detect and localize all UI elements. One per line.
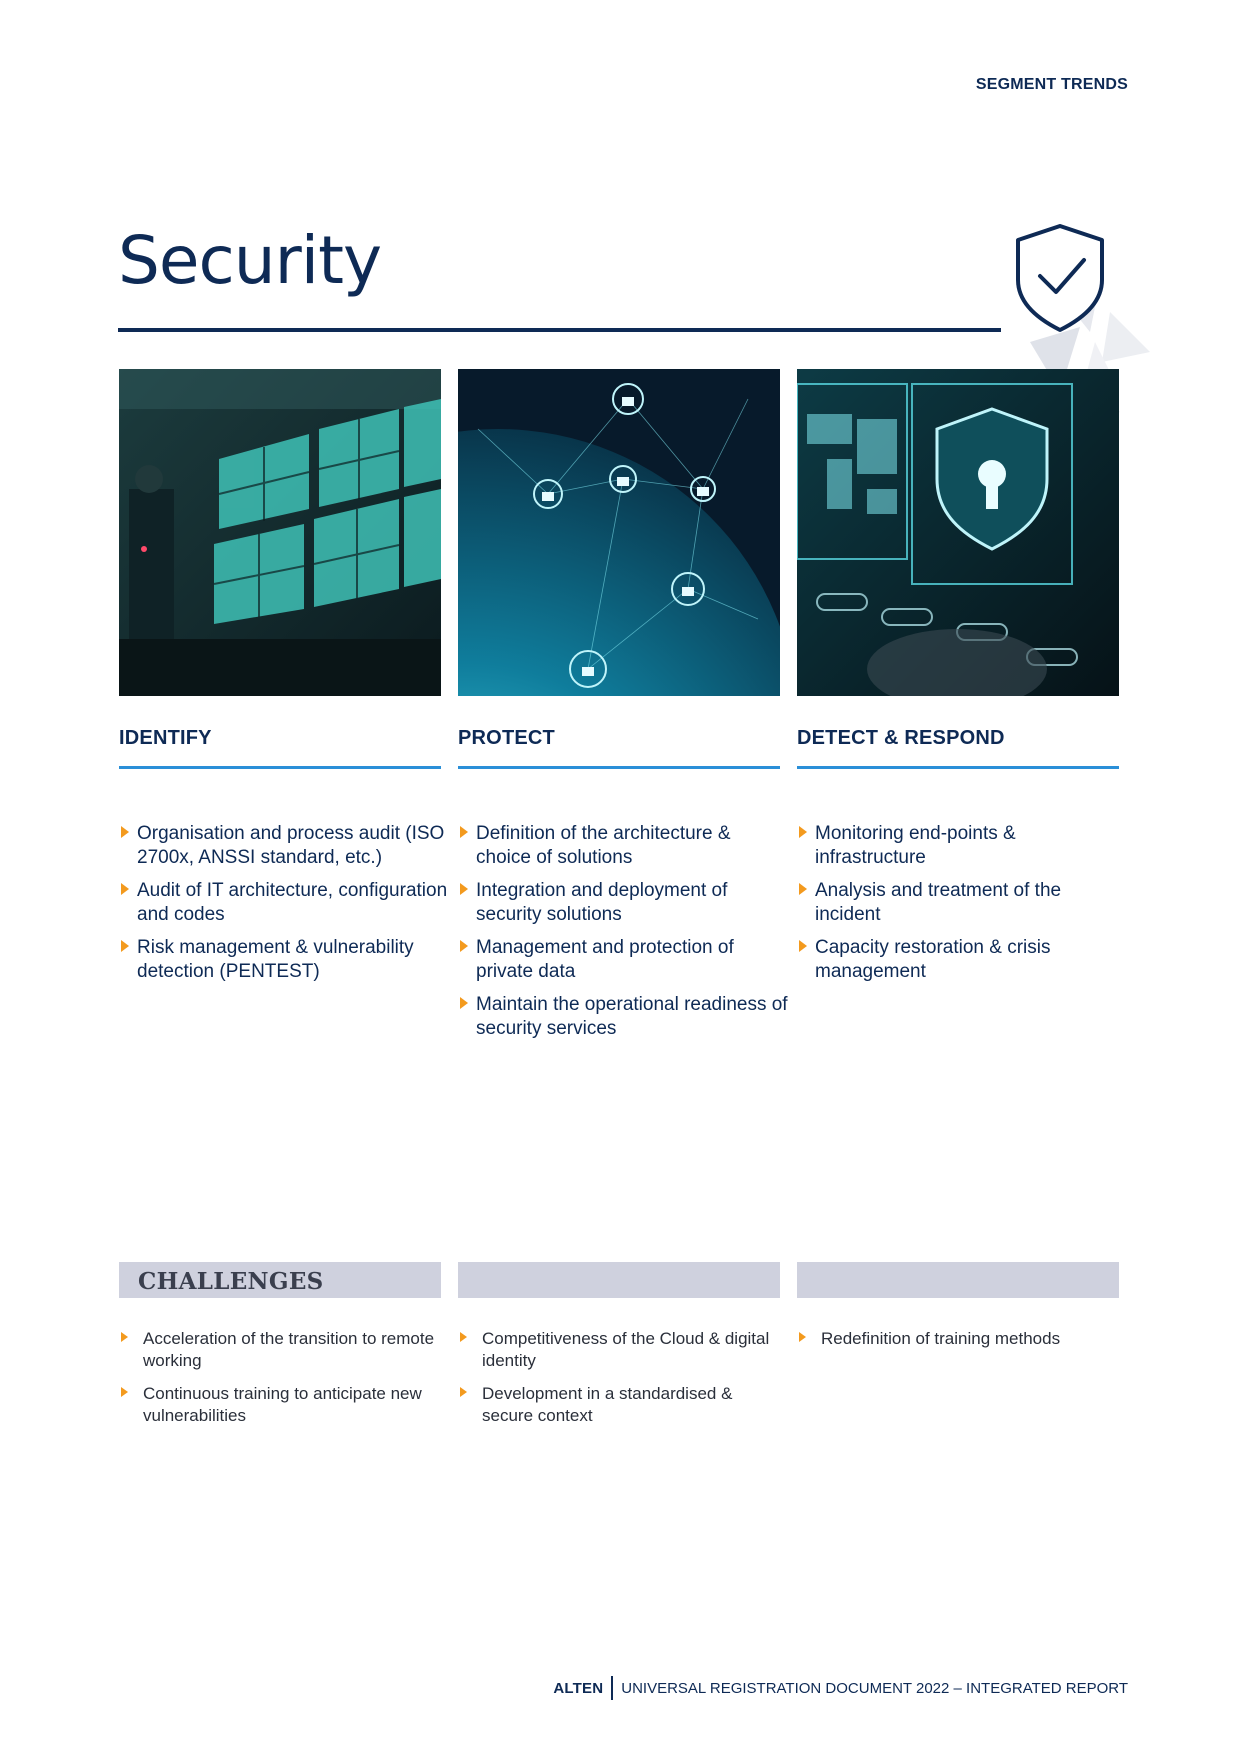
triangle-bullet-icon	[460, 1332, 467, 1342]
column-heading-identify: IDENTIFY	[119, 727, 212, 749]
list-item-text: Acceleration of the transition to remote working	[143, 1329, 435, 1370]
surveillance-monitors-image	[119, 369, 441, 696]
triangle-bullet-icon	[799, 1332, 806, 1342]
list-item	[119, 1383, 449, 1427]
triangle-bullet-icon	[460, 883, 468, 895]
list-item-text: Risk management & vulnerability detection (PENTEST)	[137, 937, 414, 982]
list-item	[119, 822, 449, 870]
list-item-text: Capacity restoration & crisis management	[815, 937, 1051, 982]
challenges-bar	[458, 1262, 780, 1298]
column-rule	[119, 766, 441, 769]
list-item	[458, 879, 788, 927]
footer-document-title: UNIVERSAL REGISTRATION DOCUMENT 2022 – INTEGRATED REPORT	[621, 1679, 1128, 1697]
list-item-text: Competitiveness of the Cloud & digital identity	[482, 1329, 770, 1370]
list-item-text: Continuous training to anticipate new vulnerabilities	[143, 1384, 422, 1425]
identify-bullet-list	[119, 822, 449, 993]
triangle-bullet-icon	[799, 826, 807, 838]
column-heading-detect-respond: DETECT & RESPOND	[797, 727, 1005, 749]
list-item-text: Development in a standardised & secure context	[482, 1384, 733, 1425]
challenges-list-identify	[119, 1328, 449, 1438]
triangle-bullet-icon	[460, 826, 468, 838]
list-item-text: Maintain the operational readiness of security services	[476, 994, 788, 1039]
page-footer	[553, 1676, 1128, 1700]
list-item-text: Organisation and process audit (ISO 2700x, ANSSI standard, etc.)	[137, 823, 445, 868]
list-item	[797, 879, 1127, 927]
triangle-bullet-icon	[121, 940, 129, 952]
protect-bullet-list	[458, 822, 788, 1050]
footer-divider	[611, 1676, 613, 1700]
list-item-text: Integration and deployment of security solutions	[476, 880, 728, 925]
list-item	[119, 936, 449, 984]
challenges-bar	[797, 1262, 1119, 1298]
page-title: Security	[118, 222, 382, 299]
list-item	[119, 1328, 449, 1372]
column-heading-protect: PROTECT	[458, 727, 555, 749]
triangle-bullet-icon	[460, 1387, 467, 1397]
list-item	[797, 1328, 1127, 1350]
list-item-text: Management and protection of private data	[476, 937, 734, 982]
triangle-bullet-icon	[121, 1332, 128, 1342]
list-item-text: Analysis and treatment of the incident	[815, 880, 1062, 925]
list-item-text: Definition of the architecture & choice of solutions	[476, 823, 731, 868]
triangle-bullet-icon	[460, 940, 468, 952]
triangle-bullet-icon	[799, 940, 807, 952]
list-item-text: Redefinition of training methods	[821, 1329, 1061, 1348]
list-item	[797, 936, 1127, 984]
column-rule	[458, 766, 780, 769]
list-item-text: Audit of IT architecture, configuration and codes	[137, 880, 448, 925]
list-item	[119, 879, 449, 927]
footer-brand: ALTEN	[553, 1679, 604, 1697]
column-rule	[797, 766, 1119, 769]
list-item	[458, 1383, 788, 1427]
list-item-text: Monitoring end-points & infrastructure	[815, 823, 1016, 868]
triangle-bullet-icon	[121, 826, 129, 838]
triangle-bullet-icon	[460, 997, 468, 1009]
detect-respond-bullet-list	[797, 822, 1127, 993]
digital-shield-keyhole-image	[797, 369, 1119, 696]
list-item	[458, 993, 788, 1041]
challenges-list-protect	[458, 1328, 788, 1438]
list-item	[458, 1328, 788, 1372]
title-underline	[118, 328, 1001, 332]
challenges-heading: CHALLENGES	[138, 1268, 324, 1295]
challenges-list-detect-respond	[797, 1328, 1127, 1361]
globe-padlocks-image	[458, 369, 780, 696]
list-item	[458, 936, 788, 984]
triangle-bullet-icon	[121, 883, 129, 895]
list-item	[797, 822, 1127, 870]
list-item	[458, 822, 788, 870]
triangle-bullet-icon	[121, 1387, 128, 1397]
section-label: SEGMENT TRENDS	[975, 76, 1128, 93]
triangle-bullet-icon	[799, 883, 807, 895]
